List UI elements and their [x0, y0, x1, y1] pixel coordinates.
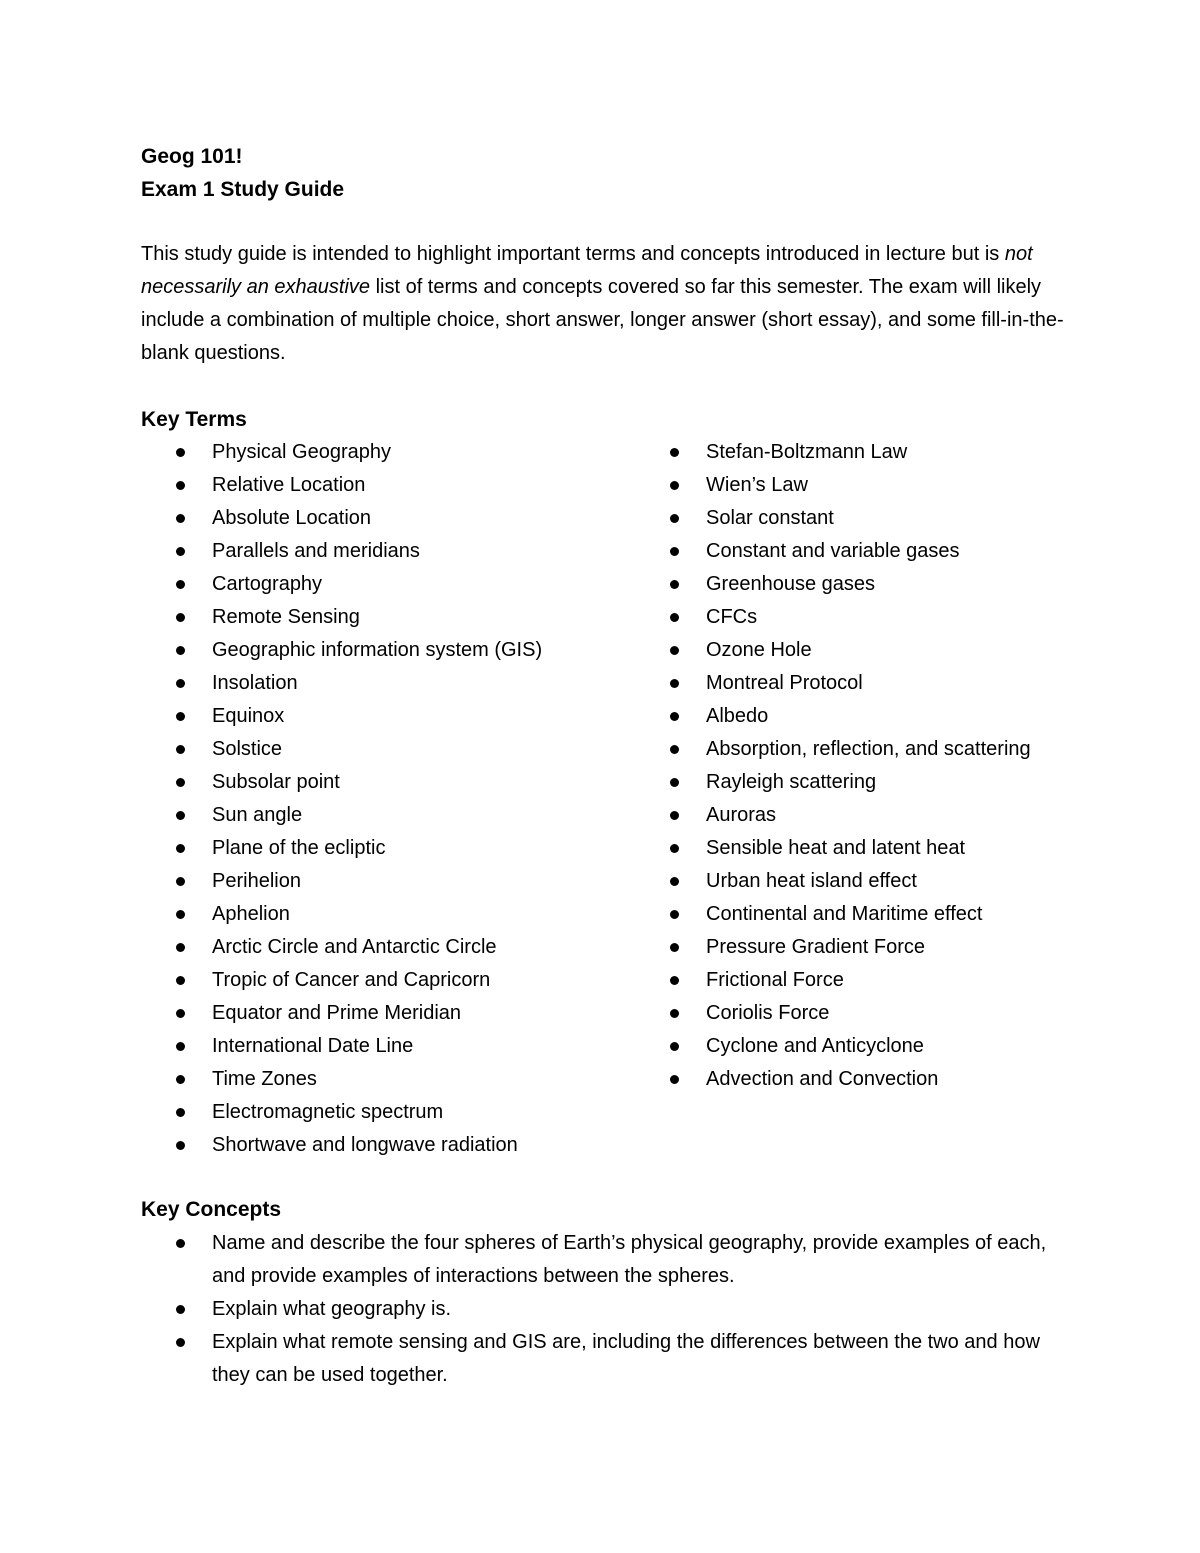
list-item: Time Zones — [174, 1063, 634, 1096]
list-item: Name and describe the four spheres of Earth’s physical geography, provide examples of each, and provide examples of interactions between the spheres. — [174, 1227, 1064, 1293]
list-item: Aphelion — [174, 898, 634, 931]
list-item: Montreal Protocol — [668, 667, 1038, 700]
list-item: Stefan-Boltzmann Law — [668, 436, 1038, 469]
key-terms-heading: Key Terms — [141, 408, 247, 431]
list-item: Physical Geography — [174, 436, 634, 469]
key-terms-right-column — [668, 436, 1038, 1096]
list-item: Solar constant — [668, 502, 1038, 535]
list-item: Albedo — [668, 700, 1038, 733]
intro-emphasis: not necessarily an exhaustive — [141, 243, 1033, 298]
list-item: Insolation — [174, 667, 634, 700]
list-item: Solstice — [174, 733, 634, 766]
list-item: Relative Location — [174, 469, 634, 502]
list-item: Equinox — [174, 700, 634, 733]
list-item: Explain what remote sensing and GIS are, including the differences between the two and how they can be used together. — [174, 1326, 1064, 1392]
list-item: Shortwave and longwave radiation — [174, 1129, 634, 1162]
list-item: International Date Line — [174, 1030, 634, 1063]
list-item: Parallels and meridians — [174, 535, 634, 568]
title-block — [141, 140, 344, 206]
list-item: Ozone Hole — [668, 634, 1038, 667]
intro-text-part2: list of terms and concepts covered so far this semester. The exam will likely include a combination of multiple choice, short answer, longer answer (short essay), and some fill-in-the-blank questions. — [141, 276, 1064, 364]
list-item: Geographic information system (GIS) — [174, 634, 634, 667]
list-item: Arctic Circle and Antarctic Circle — [174, 931, 634, 964]
list-item: Sun angle — [174, 799, 634, 832]
list-item: Greenhouse gases — [668, 568, 1038, 601]
list-item: Remote Sensing — [174, 601, 634, 634]
list-item: Cartography — [174, 568, 634, 601]
list-item: Perihelion — [174, 865, 634, 898]
key-concepts-heading: Key Concepts — [141, 1198, 282, 1221]
list-item: Electromagnetic spectrum — [174, 1096, 634, 1129]
list-item: Continental and Maritime effect — [668, 898, 1038, 931]
list-item: Rayleigh scattering — [668, 766, 1038, 799]
list-item: Sensible heat and latent heat — [668, 832, 1038, 865]
course-title: Geog 101! — [141, 145, 243, 168]
list-item: Cyclone and Anticyclone — [668, 1030, 1038, 1063]
list-item: Urban heat island effect — [668, 865, 1038, 898]
list-item: Advection and Convection — [668, 1063, 1038, 1096]
key-concepts-list — [174, 1227, 1064, 1392]
list-item: Wien’s Law — [668, 469, 1038, 502]
list-item: Tropic of Cancer and Capricorn — [174, 964, 634, 997]
list-item: Pressure Gradient Force — [668, 931, 1038, 964]
intro-paragraph — [141, 238, 1071, 370]
list-item: Explain what geography is. — [174, 1293, 1064, 1326]
list-item: Absolute Location — [174, 502, 634, 535]
list-item: Frictional Force — [668, 964, 1038, 997]
list-item: Subsolar point — [174, 766, 634, 799]
list-item: CFCs — [668, 601, 1038, 634]
list-item: Coriolis Force — [668, 997, 1038, 1030]
intro-text-part1: This study guide is intended to highlight important terms and concepts introduced in lecture but is — [141, 243, 1005, 265]
list-item: Plane of the ecliptic — [174, 832, 634, 865]
key-terms-left-column — [174, 436, 634, 1162]
list-item: Constant and variable gases — [668, 535, 1038, 568]
list-item: Auroras — [668, 799, 1038, 832]
list-item: Absorption, reflection, and scattering — [668, 733, 1038, 766]
list-item: Equator and Prime Meridian — [174, 997, 634, 1030]
guide-title: Exam 1 Study Guide — [141, 178, 345, 201]
